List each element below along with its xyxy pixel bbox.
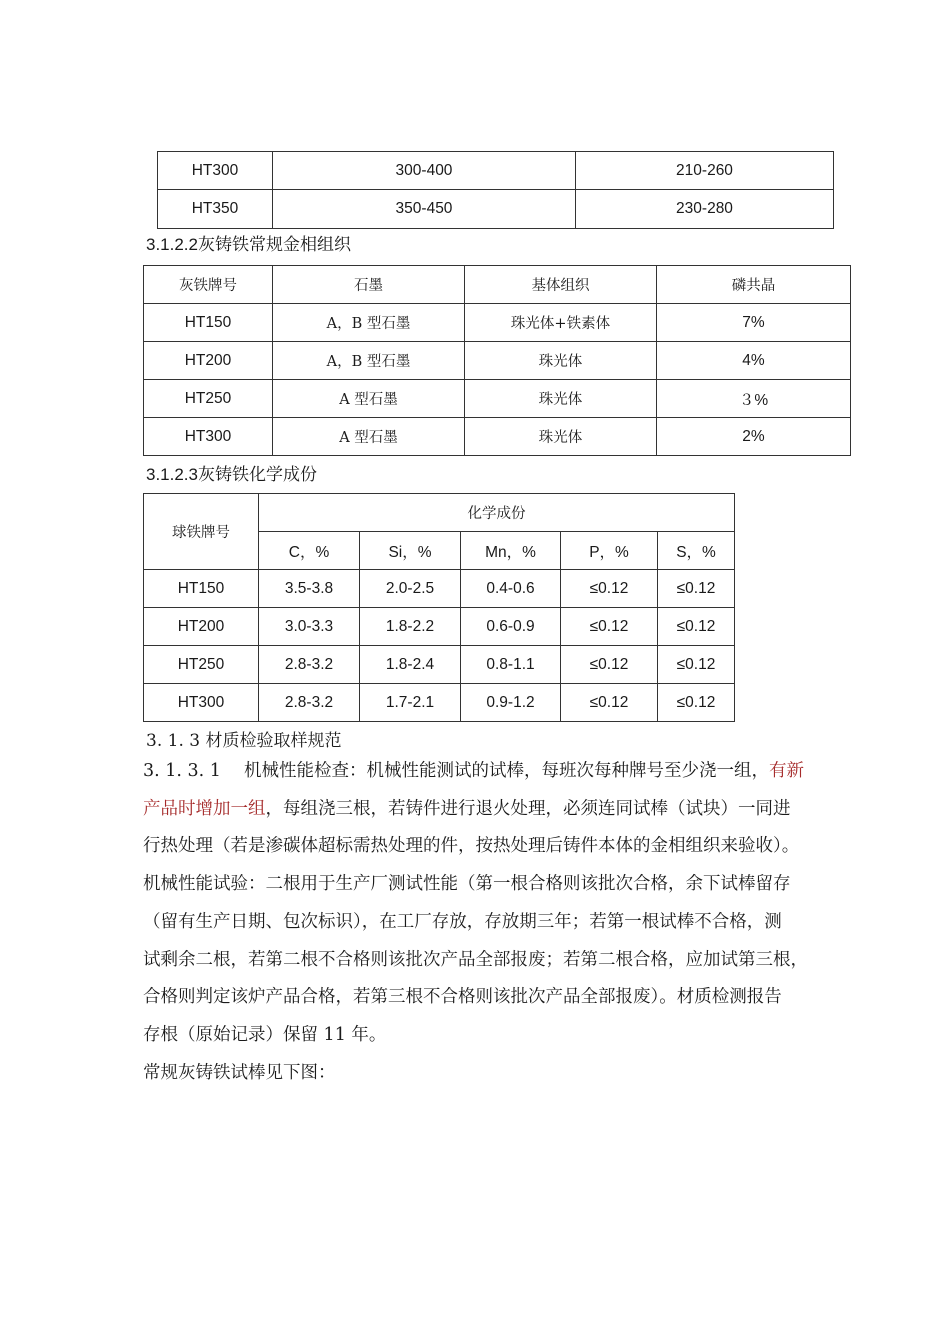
table-cell: 300-400 <box>273 152 576 190</box>
table-cell: ≤0.12 <box>561 646 658 684</box>
table-cell: HT200 <box>144 342 273 380</box>
section-title: 灰铸铁常规金相组织 <box>198 235 351 255</box>
table-cell: 2.8-3.2 <box>259 646 360 684</box>
table-cell: HT300 <box>158 152 273 190</box>
table-cell: 珠光体 <box>465 380 657 418</box>
section-title: 灰铸铁化学成份 <box>198 465 317 485</box>
table-row <box>144 646 735 684</box>
table-cell: 210-260 <box>576 152 834 190</box>
table-header-cell: Mn，% <box>461 532 561 570</box>
table-cell: ≤0.12 <box>561 608 658 646</box>
table-cell: A，B 型石墨 <box>273 342 465 380</box>
table-cell: 2.8-3.2 <box>259 684 360 722</box>
table-cell: 350-450 <box>273 190 576 229</box>
table-header-cell: 球铁牌号 <box>144 494 259 570</box>
table-cell: HT150 <box>144 570 259 608</box>
table-cell: HT300 <box>144 418 273 456</box>
metallographic-structure-table <box>143 265 851 456</box>
section-number: 3.1.2.3 <box>146 465 198 484</box>
table-header-row <box>144 266 851 304</box>
table-cell: 0.9-1.2 <box>461 684 561 722</box>
table-row <box>144 304 851 342</box>
table-cell: HT200 <box>144 608 259 646</box>
section-heading-3122 <box>146 230 351 255</box>
table-cell: HT250 <box>144 646 259 684</box>
table-cell: ≤0.12 <box>658 684 735 722</box>
table-cell: HT350 <box>158 190 273 229</box>
table-cell: 0.4-0.6 <box>461 570 561 608</box>
table-cell: 0.8-1.1 <box>461 646 561 684</box>
body-line: （留有生产日期、包次标识），在工厂存放，存放期三年；若第一根试棒不合格，测 <box>143 911 782 932</box>
mechanical-properties-table <box>157 151 834 229</box>
table-cell: A，B 型石墨 <box>273 304 465 342</box>
table-cell: 230-280 <box>576 190 834 229</box>
section-heading-313: 3. 1. 3 材质检验取样规范 <box>146 731 342 751</box>
table-header-cell: S，% <box>658 532 735 570</box>
body-line: 试剩余二根，若第二根不合格则该批次产品全部报废；若第二根合格，应加试第三根， <box>143 949 808 970</box>
table-row <box>144 570 735 608</box>
table-header-cell: C，% <box>259 532 360 570</box>
table-row <box>144 380 851 418</box>
table-cell: 7% <box>657 304 851 342</box>
table-cell: 珠光体 <box>465 418 657 456</box>
table-cell: 2% <box>657 418 851 456</box>
table-cell: HT150 <box>144 304 273 342</box>
highlight-text: 有新 <box>768 761 804 781</box>
table-cell: ≤0.12 <box>561 684 658 722</box>
body-text-span: ，每组浇三根，若铸件进行退火处理，必须连同试棒（试块）一同进 <box>265 798 791 819</box>
body-line: 行热处理（若是渗碳体超标需热处理的件，按热处理后铸件本体的金相组织来验收）。 <box>143 836 800 857</box>
table-cell: 1.7-2.1 <box>360 684 461 722</box>
table-row <box>144 608 735 646</box>
table-header-cell: 灰铁牌号 <box>144 266 273 304</box>
table-header-cell: 磷共晶 <box>657 266 851 304</box>
body-line: 合格则判定该炉产品合格，若第三根不合格则该批次产品全部报废）。材质检测报告 <box>143 987 782 1008</box>
body-line: 常规灰铸铁试棒见下图： <box>143 1062 336 1083</box>
table-cell: 0.6-0.9 <box>461 608 561 646</box>
body-line <box>143 753 863 791</box>
table-cell: 4% <box>657 342 851 380</box>
table-cell: ≤0.12 <box>658 570 735 608</box>
table-header-cell: 基体组织 <box>465 266 657 304</box>
table-header-cell: 化学成份 <box>259 494 735 532</box>
table-header-row <box>144 494 735 532</box>
table-cell: ３% <box>657 380 851 418</box>
table-row <box>158 190 834 229</box>
table-row <box>144 342 851 380</box>
table-header-cell: Si，% <box>360 532 461 570</box>
table-row <box>158 152 834 190</box>
section-heading-3123 <box>146 460 317 485</box>
table-cell: HT300 <box>144 684 259 722</box>
body-text-span: 3. 1. 3. 1 机械性能检查：机械性能测试的试棒，每班次每种牌号至少浇一组， <box>143 761 769 781</box>
table-header-cell: 石墨 <box>273 266 465 304</box>
body-line <box>143 791 863 829</box>
table-cell: 3.5-3.8 <box>259 570 360 608</box>
table-cell: HT250 <box>144 380 273 418</box>
body-line: 机械性能试验：二根用于生产厂测试性能（第一根合格则该批次合格，余下试棒留存 <box>143 874 791 895</box>
table-cell: A 型石墨 <box>273 418 465 456</box>
table-cell: ≤0.12 <box>658 646 735 684</box>
table-cell: 2.0-2.5 <box>360 570 461 608</box>
table-row <box>144 684 735 722</box>
table-cell: 3.0-3.3 <box>259 608 360 646</box>
table-cell: 1.8-2.2 <box>360 608 461 646</box>
table-cell: ≤0.12 <box>561 570 658 608</box>
table-cell: 珠光体+铁素体 <box>465 304 657 342</box>
body-text <box>143 753 863 1092</box>
table-row <box>144 418 851 456</box>
table-cell: 1.8-2.4 <box>360 646 461 684</box>
table-cell: ≤0.12 <box>658 608 735 646</box>
chemical-composition-table <box>143 493 735 722</box>
table-cell: 珠光体 <box>465 342 657 380</box>
section-number: 3.1.2.2 <box>146 235 198 254</box>
table-cell: A 型石墨 <box>273 380 465 418</box>
table-header-cell: P，% <box>561 532 658 570</box>
highlight-text: 产品时增加一组 <box>143 798 266 819</box>
body-line: 存根（原始记录）保留 11 年。 <box>143 1024 387 1045</box>
